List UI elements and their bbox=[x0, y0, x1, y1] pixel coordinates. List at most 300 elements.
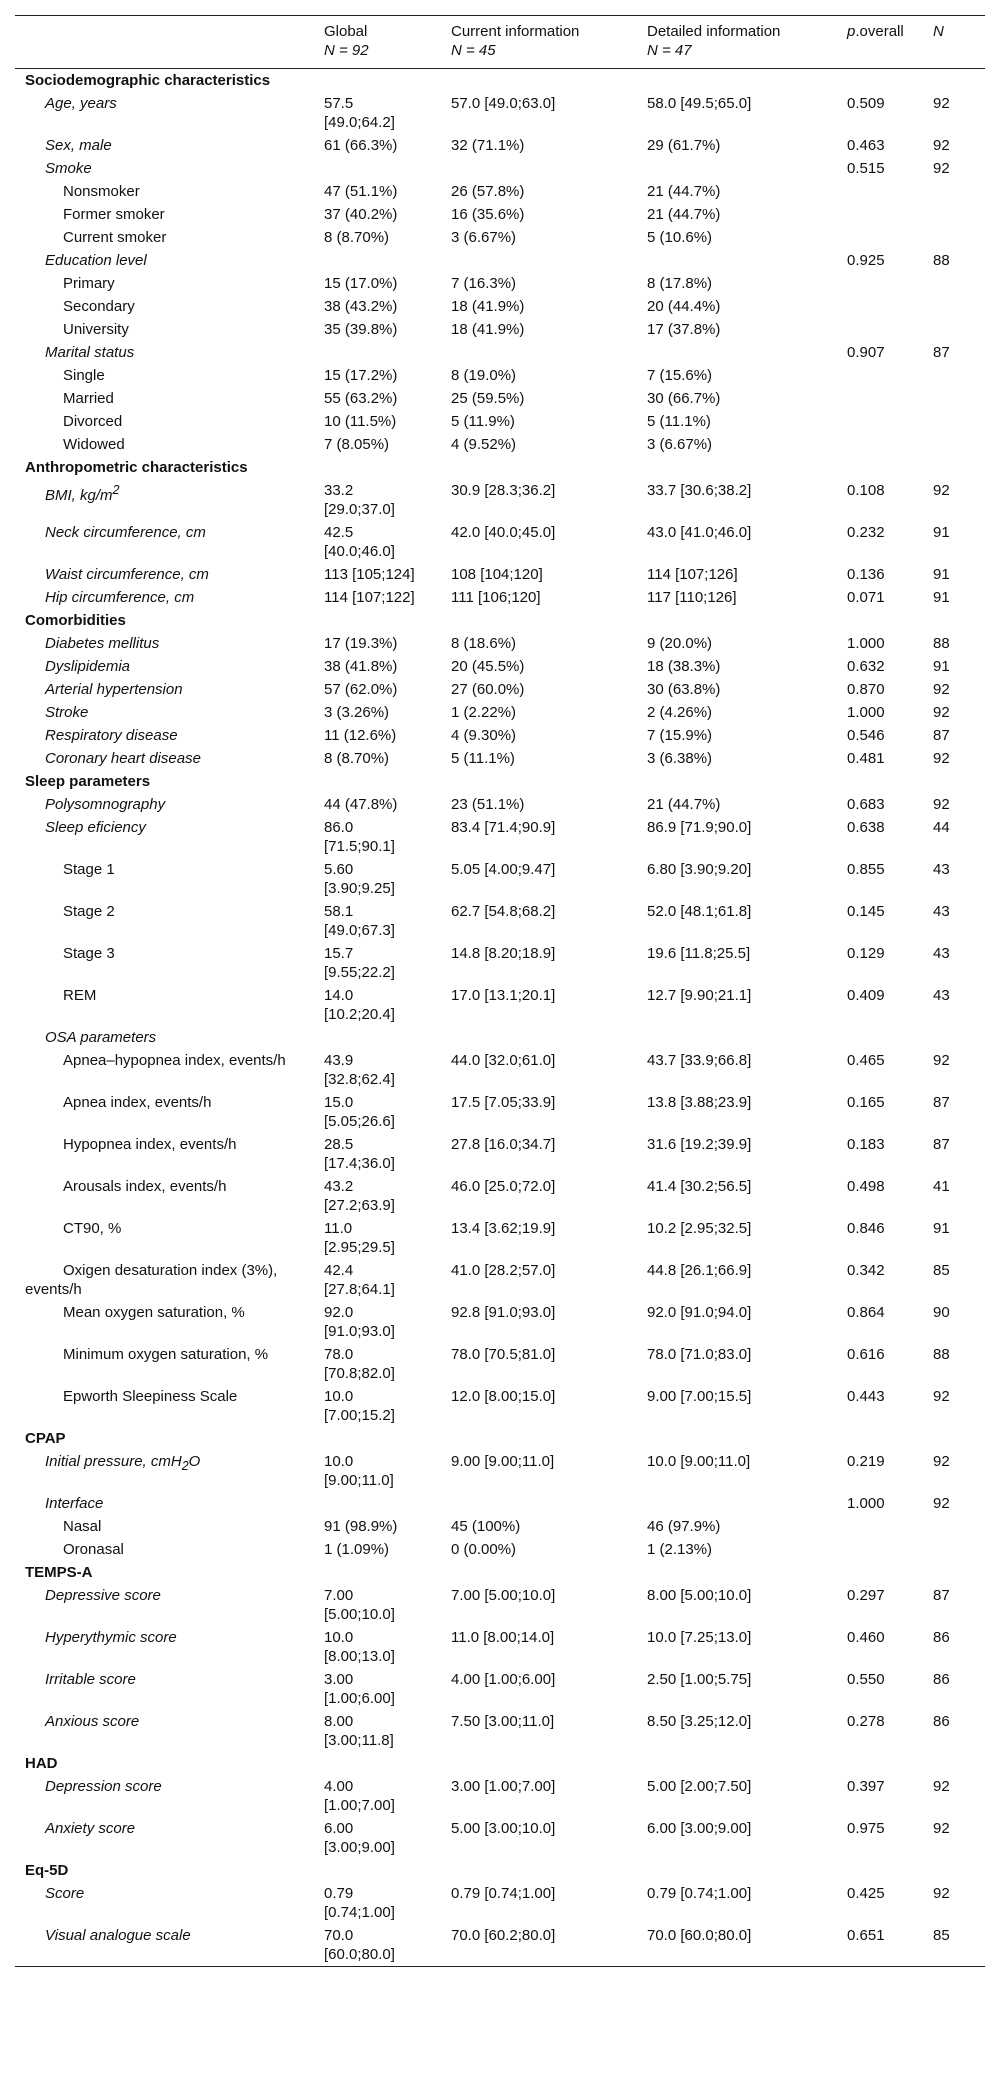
n-cell: 85 bbox=[933, 1927, 950, 1944]
global-cell: 10.0 [9.00;11.0] bbox=[324, 1453, 394, 1489]
row-label-text: Initial pressure, cmH bbox=[45, 1453, 182, 1470]
table-row bbox=[15, 1049, 985, 1091]
p-value-cell: 0.425 bbox=[847, 1885, 885, 1902]
row-label-text: Anxious score bbox=[45, 1713, 140, 1730]
detailed-cell: 41.4 [30.2;56.5] bbox=[647, 1178, 752, 1195]
current-cell: 83.4 [71.4;90.9] bbox=[451, 819, 556, 836]
current-cell: 4 (9.52%) bbox=[451, 436, 517, 453]
row-label-text: CT90, % bbox=[63, 1220, 122, 1237]
detailed-cell: 43.0 [41.0;46.0] bbox=[647, 524, 752, 541]
n-cell: 92 bbox=[933, 160, 950, 177]
current-cell: 44.0 [32.0;61.0] bbox=[451, 1052, 556, 1069]
table-row bbox=[15, 793, 985, 816]
detailed-cell: 17 (37.8%) bbox=[647, 321, 721, 338]
detailed-cell: 29 (61.7%) bbox=[647, 137, 721, 154]
n-cell bbox=[927, 295, 985, 318]
global-cell: 15.7 [9.55;22.2] bbox=[324, 945, 395, 981]
current-cell: 32 (71.1%) bbox=[451, 137, 525, 154]
global-cell: 42.5 [40.0;46.0] bbox=[324, 524, 395, 560]
current-cell: 62.7 [54.8;68.2] bbox=[451, 903, 556, 920]
row-label bbox=[15, 984, 318, 1026]
p-value-cell: 0.616 bbox=[847, 1346, 885, 1363]
detailed-cell: 5.00 [2.00;7.50] bbox=[647, 1778, 752, 1795]
row-label bbox=[15, 341, 318, 364]
row-label-text: Stage 3 bbox=[63, 945, 115, 962]
detailed-cell: 8.50 [3.25;12.0] bbox=[647, 1713, 752, 1730]
global-cell bbox=[318, 341, 445, 364]
table-row bbox=[15, 318, 985, 341]
global-cell: 33.2 [29.0;37.0] bbox=[324, 482, 395, 518]
row-label bbox=[15, 203, 318, 226]
detailed-cell bbox=[641, 249, 841, 272]
detailed-cell: 21 (44.7%) bbox=[647, 796, 721, 813]
n-cell: 92 bbox=[933, 750, 950, 767]
row-label-text: Coronary heart disease bbox=[45, 750, 201, 767]
detailed-cell: 117 [110;126] bbox=[647, 589, 737, 606]
row-label-text: Dyslipidemia bbox=[45, 658, 131, 675]
row-label-text: Nonsmoker bbox=[63, 183, 140, 200]
table-row bbox=[15, 203, 985, 226]
p-value-cell: 0.546 bbox=[847, 727, 885, 744]
row-label-text: Polysomnography bbox=[45, 796, 166, 813]
global-cell: 91 (98.9%) bbox=[324, 1518, 398, 1535]
table-row bbox=[15, 1538, 985, 1561]
row-label bbox=[15, 1882, 318, 1924]
p-value-cell: 0.165 bbox=[847, 1094, 885, 1111]
current-cell: 46.0 [25.0;72.0] bbox=[451, 1178, 556, 1195]
global-cell: 61 (66.3%) bbox=[324, 137, 398, 154]
row-label-text: Waist circumference, cm bbox=[45, 566, 209, 583]
global-cell: 3 (3.26%) bbox=[324, 704, 390, 721]
current-cell: 5.05 [4.00;9.47] bbox=[451, 861, 556, 878]
n-cell bbox=[927, 180, 985, 203]
row-label-text: Hyperythymic score bbox=[45, 1629, 177, 1646]
detailed-cell: 7 (15.9%) bbox=[647, 727, 713, 744]
row-label bbox=[15, 747, 318, 770]
table-row bbox=[15, 1882, 985, 1924]
n-cell bbox=[927, 318, 985, 341]
table-row bbox=[15, 92, 985, 134]
section-title: Sleep parameters bbox=[25, 773, 151, 790]
detailed-cell: 70.0 [60.0;80.0] bbox=[647, 1927, 752, 1944]
table-container bbox=[15, 15, 985, 1967]
current-cell: 111 [106;120] bbox=[451, 589, 541, 606]
table-row bbox=[15, 984, 985, 1026]
row-label bbox=[15, 157, 318, 180]
table-row bbox=[15, 157, 985, 180]
row-label bbox=[15, 942, 318, 984]
table-row bbox=[15, 1301, 985, 1343]
p-value-cell bbox=[841, 433, 927, 456]
p-value-cell: 0.465 bbox=[847, 1052, 885, 1069]
table-row bbox=[15, 1668, 985, 1710]
row-label bbox=[15, 1385, 318, 1427]
row-label-text: Secondary bbox=[63, 298, 135, 315]
row-label-text: Current smoker bbox=[63, 229, 167, 246]
section-header-row bbox=[15, 1859, 985, 1882]
table-row bbox=[15, 1343, 985, 1385]
header-global-n: N = 92 bbox=[324, 42, 369, 59]
p-value-cell: 0.145 bbox=[847, 903, 885, 920]
current-cell: 7 (16.3%) bbox=[451, 275, 517, 292]
row-label bbox=[15, 858, 318, 900]
global-cell: 10 (11.5%) bbox=[324, 413, 397, 430]
p-value-cell: 0.925 bbox=[847, 252, 885, 269]
row-label-text: Oronasal bbox=[63, 1541, 124, 1558]
n-cell: 92 bbox=[933, 1052, 950, 1069]
row-label bbox=[15, 410, 318, 433]
detailed-cell: 13.8 [3.88;23.9] bbox=[647, 1094, 752, 1111]
p-value-cell: 0.397 bbox=[847, 1778, 885, 1795]
current-cell: 30.9 [28.3;36.2] bbox=[451, 482, 556, 499]
row-label bbox=[15, 272, 318, 295]
table-row bbox=[15, 1450, 985, 1492]
table-row bbox=[15, 942, 985, 984]
row-label-text: Hypopnea index, events/h bbox=[63, 1136, 237, 1153]
row-label-text: OSA parameters bbox=[45, 1029, 157, 1046]
row-label bbox=[15, 1091, 318, 1133]
row-label bbox=[15, 1710, 318, 1752]
row-label bbox=[15, 1259, 318, 1301]
row-label bbox=[15, 1626, 318, 1668]
row-label-text: Smoke bbox=[45, 160, 92, 177]
detailed-cell: 9 (20.0%) bbox=[647, 635, 713, 652]
detailed-cell: 2 (4.26%) bbox=[647, 704, 713, 721]
global-cell: 42.4 [27.8;64.1] bbox=[324, 1262, 395, 1298]
row-label bbox=[15, 1492, 318, 1515]
global-cell: 47 (51.1%) bbox=[324, 183, 398, 200]
header-detailed-n: N = 47 bbox=[647, 42, 692, 59]
row-label bbox=[15, 1217, 318, 1259]
current-cell: 5 (11.1%) bbox=[451, 750, 515, 767]
detailed-cell: 10.0 [7.25;13.0] bbox=[647, 1629, 752, 1646]
current-cell: 14.8 [8.20;18.9] bbox=[451, 945, 556, 962]
global-cell: 57 (62.0%) bbox=[324, 681, 398, 698]
row-label-text: Depression score bbox=[45, 1778, 162, 1795]
global-cell: 10.0 [7.00;15.2] bbox=[324, 1388, 395, 1424]
table-row bbox=[15, 521, 985, 563]
p-value-cell: 0.638 bbox=[847, 819, 885, 836]
row-label bbox=[15, 1026, 318, 1049]
row-label-text: Mean oxygen saturation, % bbox=[63, 1304, 245, 1321]
table-row bbox=[15, 134, 985, 157]
detailed-cell: 2.50 [1.00;5.75] bbox=[647, 1671, 752, 1688]
p-value-cell: 0.550 bbox=[847, 1671, 885, 1688]
row-label-text: Former smoker bbox=[63, 206, 165, 223]
p-value-cell: 0.907 bbox=[847, 344, 885, 361]
global-cell: 0.79 [0.74;1.00] bbox=[324, 1885, 395, 1921]
p-value-cell: 0.460 bbox=[847, 1629, 885, 1646]
row-label bbox=[15, 364, 318, 387]
row-label bbox=[15, 226, 318, 249]
p-value-cell bbox=[841, 410, 927, 433]
current-cell bbox=[445, 341, 641, 364]
current-cell: 7.00 [5.00;10.0] bbox=[451, 1587, 556, 1604]
p-value-cell: 1.000 bbox=[847, 1495, 885, 1512]
current-cell: 17.0 [13.1;20.1] bbox=[451, 987, 556, 1004]
n-cell bbox=[927, 387, 985, 410]
row-label-text: Education level bbox=[45, 252, 147, 269]
header-detailed bbox=[641, 16, 841, 69]
current-cell: 26 (57.8%) bbox=[451, 183, 525, 200]
global-cell: 6.00 [3.00;9.00] bbox=[324, 1820, 395, 1856]
detailed-cell bbox=[641, 341, 841, 364]
current-cell: 18 (41.9%) bbox=[451, 321, 525, 338]
p-value-cell bbox=[841, 295, 927, 318]
detailed-cell bbox=[641, 157, 841, 180]
header-current-label: Current information bbox=[451, 23, 580, 40]
global-cell: 86.0 [71.5;90.1] bbox=[324, 819, 395, 855]
row-label bbox=[15, 433, 318, 456]
p-value-cell: 0.498 bbox=[847, 1178, 885, 1195]
table-row bbox=[15, 858, 985, 900]
current-cell: 23 (51.1%) bbox=[451, 796, 525, 813]
table-row bbox=[15, 701, 985, 724]
global-cell: 37 (40.2%) bbox=[324, 206, 398, 223]
detailed-cell: 3 (6.67%) bbox=[647, 436, 713, 453]
global-cell: 35 (39.8%) bbox=[324, 321, 398, 338]
current-cell: 11.0 [8.00;14.0] bbox=[451, 1629, 555, 1646]
table-row bbox=[15, 632, 985, 655]
detailed-cell bbox=[641, 1026, 841, 1049]
row-label bbox=[15, 1668, 318, 1710]
current-cell: 41.0 [28.2;57.0] bbox=[451, 1262, 556, 1279]
p-value-cell: 0.183 bbox=[847, 1136, 885, 1153]
detailed-cell: 52.0 [48.1;61.8] bbox=[647, 903, 752, 920]
global-cell: 92.0 [91.0;93.0] bbox=[324, 1304, 395, 1340]
global-cell bbox=[318, 1026, 445, 1049]
global-cell: 17 (19.3%) bbox=[324, 635, 398, 652]
n-cell: 90 bbox=[933, 1304, 950, 1321]
detailed-cell: 19.6 [11.8;25.5] bbox=[647, 945, 751, 962]
detailed-cell: 8 (17.8%) bbox=[647, 275, 713, 292]
row-label bbox=[15, 1775, 318, 1817]
header-current-n: N = 45 bbox=[451, 42, 496, 59]
row-label-text: Oxigen desaturation index (3%), events/h bbox=[25, 1262, 278, 1298]
global-cell: 114 [107;122] bbox=[324, 589, 415, 606]
n-cell bbox=[927, 1026, 985, 1049]
global-cell: 38 (43.2%) bbox=[324, 298, 398, 315]
row-label-text: Diabetes mellitus bbox=[45, 635, 160, 652]
current-cell bbox=[445, 1492, 641, 1515]
global-cell: 15.0 [5.05;26.6] bbox=[324, 1094, 395, 1130]
table-row bbox=[15, 341, 985, 364]
current-cell: 12.0 [8.00;15.0] bbox=[451, 1388, 556, 1405]
detailed-cell: 30 (66.7%) bbox=[647, 390, 721, 407]
p-value-cell: 1.000 bbox=[847, 635, 885, 652]
detailed-cell: 21 (44.7%) bbox=[647, 183, 721, 200]
global-cell: 14.0 [10.2;20.4] bbox=[324, 987, 395, 1023]
row-label bbox=[15, 701, 318, 724]
table-row bbox=[15, 272, 985, 295]
detailed-cell: 43.7 [33.9;66.8] bbox=[647, 1052, 752, 1069]
table-row bbox=[15, 1817, 985, 1859]
global-cell: 28.5 [17.4;36.0] bbox=[324, 1136, 395, 1172]
detailed-cell: 18 (38.3%) bbox=[647, 658, 721, 675]
table-row bbox=[15, 1175, 985, 1217]
n-cell: 87 bbox=[933, 344, 950, 361]
row-label bbox=[15, 1049, 318, 1091]
row-label-text: Interface bbox=[45, 1495, 104, 1512]
table-row bbox=[15, 900, 985, 942]
row-label-text: Nasal bbox=[63, 1518, 102, 1535]
p-value-cell bbox=[841, 180, 927, 203]
n-cell: 91 bbox=[933, 524, 950, 541]
current-cell: 0.79 [0.74;1.00] bbox=[451, 1885, 556, 1902]
section-header-row bbox=[15, 770, 985, 793]
header-row bbox=[15, 16, 985, 69]
section-header-row bbox=[15, 1427, 985, 1450]
n-cell: 87 bbox=[933, 727, 950, 744]
current-cell: 17.5 [7.05;33.9] bbox=[451, 1094, 556, 1111]
p-value-cell: 0.683 bbox=[847, 796, 885, 813]
detailed-cell: 30 (63.8%) bbox=[647, 681, 721, 698]
row-label bbox=[15, 1817, 318, 1859]
p-value-cell: 0.975 bbox=[847, 1820, 885, 1837]
table-row bbox=[15, 410, 985, 433]
row-label bbox=[15, 724, 318, 747]
row-label bbox=[15, 1175, 318, 1217]
n-cell bbox=[927, 203, 985, 226]
row-label bbox=[15, 793, 318, 816]
section-title: TEMPS-A bbox=[25, 1564, 93, 1581]
current-cell: 70.0 [60.2;80.0] bbox=[451, 1927, 556, 1944]
row-label-text: Minimum oxygen saturation, % bbox=[63, 1346, 269, 1363]
p-value-cell bbox=[841, 387, 927, 410]
header-label-cell bbox=[15, 16, 318, 69]
global-cell: 1 (1.09%) bbox=[324, 1541, 390, 1558]
row-label-subscript: 2 bbox=[181, 1459, 189, 1473]
n-cell: 92 bbox=[933, 1388, 950, 1405]
p-value-cell bbox=[841, 364, 927, 387]
table-row bbox=[15, 1133, 985, 1175]
global-cell: 3.00 [1.00;6.00] bbox=[324, 1671, 395, 1707]
global-cell: 15 (17.0%) bbox=[324, 275, 398, 292]
row-label bbox=[15, 134, 318, 157]
global-cell bbox=[318, 157, 445, 180]
row-label bbox=[15, 632, 318, 655]
section-header-row bbox=[15, 609, 985, 632]
detailed-cell: 21 (44.7%) bbox=[647, 206, 721, 223]
n-cell: 92 bbox=[933, 796, 950, 813]
current-cell: 108 [104;120] bbox=[451, 566, 543, 583]
n-cell: 88 bbox=[933, 1346, 950, 1363]
row-label bbox=[15, 249, 318, 272]
p-value-cell: 0.870 bbox=[847, 681, 885, 698]
row-label bbox=[15, 180, 318, 203]
row-label bbox=[15, 1301, 318, 1343]
detailed-cell: 9.00 [7.00;15.5] bbox=[647, 1388, 752, 1405]
row-label bbox=[15, 1343, 318, 1385]
characteristics-table bbox=[15, 15, 985, 1967]
detailed-cell: 44.8 [26.1;66.9] bbox=[647, 1262, 752, 1279]
detailed-cell: 6.80 [3.90;9.20] bbox=[647, 861, 752, 878]
current-cell: 57.0 [49.0;63.0] bbox=[451, 95, 556, 112]
detailed-cell: 31.6 [19.2;39.9] bbox=[647, 1136, 752, 1153]
current-cell: 92.8 [91.0;93.0] bbox=[451, 1304, 556, 1321]
section-title: HAD bbox=[25, 1755, 58, 1772]
row-label bbox=[15, 1538, 318, 1561]
row-label bbox=[15, 92, 318, 134]
header-n-label: N bbox=[933, 23, 944, 40]
row-label bbox=[15, 318, 318, 341]
row-label bbox=[15, 655, 318, 678]
p-value-cell: 0.632 bbox=[847, 658, 885, 675]
table-row bbox=[15, 724, 985, 747]
p-value-cell: 0.219 bbox=[847, 1453, 885, 1470]
p-value-cell bbox=[841, 1538, 927, 1561]
n-cell bbox=[927, 226, 985, 249]
row-label-suffix: O bbox=[188, 1453, 201, 1470]
current-cell: 78.0 [70.5;81.0] bbox=[451, 1346, 556, 1363]
current-cell: 3 (6.67%) bbox=[451, 229, 517, 246]
current-cell: 20 (45.5%) bbox=[451, 658, 525, 675]
global-cell: 44 (47.8%) bbox=[324, 796, 398, 813]
row-label-text: Widowed bbox=[63, 436, 125, 453]
n-cell: 92 bbox=[933, 137, 950, 154]
row-label-text: Sex, male bbox=[45, 137, 112, 154]
row-label-text: Depressive score bbox=[45, 1587, 161, 1604]
n-cell: 92 bbox=[933, 1495, 950, 1512]
detailed-cell: 5 (10.6%) bbox=[647, 229, 713, 246]
header-current bbox=[445, 16, 641, 69]
p-value-cell: 0.108 bbox=[847, 482, 885, 499]
row-label-text: Age, years bbox=[45, 95, 117, 112]
n-cell: 88 bbox=[933, 252, 950, 269]
section-header-row bbox=[15, 1752, 985, 1775]
current-cell: 0 (0.00%) bbox=[451, 1541, 517, 1558]
n-cell: 41 bbox=[933, 1178, 950, 1195]
current-cell: 27.8 [16.0;34.7] bbox=[451, 1136, 556, 1153]
global-cell: 8 (8.70%) bbox=[324, 229, 390, 246]
n-cell: 43 bbox=[933, 987, 950, 1004]
header-n bbox=[927, 16, 985, 69]
table-header bbox=[15, 16, 985, 69]
n-cell: 87 bbox=[933, 1136, 950, 1153]
header-detailed-label: Detailed information bbox=[647, 23, 781, 40]
detailed-cell bbox=[641, 1492, 841, 1515]
section-header-row bbox=[15, 69, 985, 93]
current-cell: 25 (59.5%) bbox=[451, 390, 525, 407]
section-title: Eq-5D bbox=[25, 1862, 69, 1879]
p-value-cell: 0.515 bbox=[847, 160, 885, 177]
header-p-rest: .overall bbox=[855, 23, 904, 40]
row-label-text: Marital status bbox=[45, 344, 135, 361]
n-cell: 88 bbox=[933, 635, 950, 652]
p-value-cell: 0.443 bbox=[847, 1388, 885, 1405]
current-cell: 4 (9.30%) bbox=[451, 727, 517, 744]
row-label-text: Married bbox=[63, 390, 114, 407]
detailed-cell: 92.0 [91.0;94.0] bbox=[647, 1304, 752, 1321]
table-row bbox=[15, 1584, 985, 1626]
p-value-cell: 0.297 bbox=[847, 1587, 885, 1604]
p-value-cell: 0.342 bbox=[847, 1262, 885, 1279]
table-row bbox=[15, 1626, 985, 1668]
p-value-cell: 1.000 bbox=[847, 704, 885, 721]
n-cell: 44 bbox=[933, 819, 950, 836]
row-label-text: BMI, kg/m bbox=[45, 487, 113, 504]
n-cell: 91 bbox=[933, 1220, 950, 1237]
current-cell: 9.00 [9.00;11.0] bbox=[451, 1453, 555, 1470]
global-cell: 58.1 [49.0;67.3] bbox=[324, 903, 395, 939]
global-cell: 11.0 [2.95;29.5] bbox=[324, 1220, 395, 1256]
table-row bbox=[15, 1924, 985, 1967]
current-cell: 1 (2.22%) bbox=[451, 704, 517, 721]
global-cell: 78.0 [70.8;82.0] bbox=[324, 1346, 395, 1382]
row-label bbox=[15, 1515, 318, 1538]
n-cell: 43 bbox=[933, 903, 950, 920]
global-cell: 38 (41.8%) bbox=[324, 658, 398, 675]
